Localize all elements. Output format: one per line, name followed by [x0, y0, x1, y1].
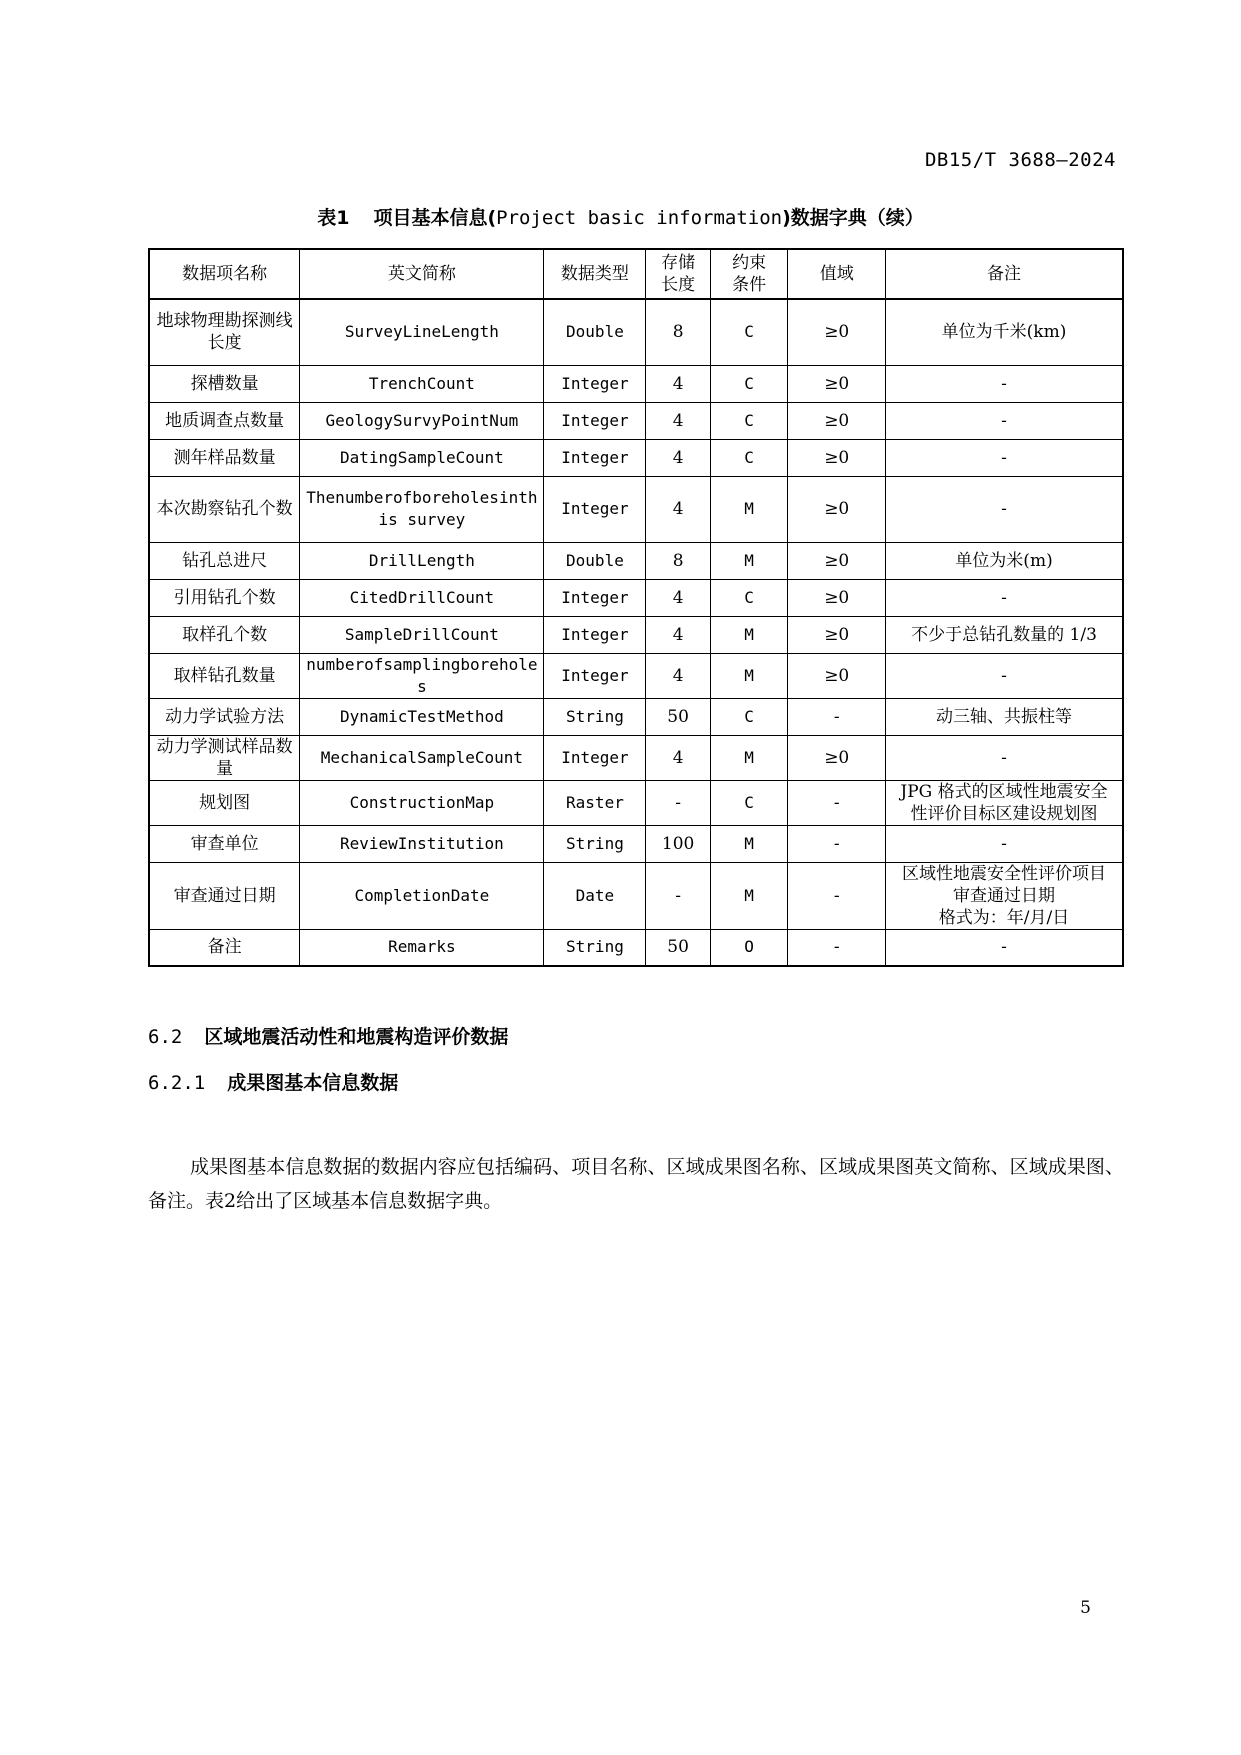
- table-cell: String: [544, 825, 646, 862]
- table-cell: Thenumberofboreholesinthis survey: [300, 476, 544, 542]
- table-cell: Integer: [544, 439, 646, 476]
- table-cell: 4: [646, 735, 710, 780]
- table-cell: -: [886, 735, 1123, 780]
- table-cell: Integer: [544, 579, 646, 616]
- column-header: 数据类型: [544, 249, 646, 299]
- table-cell: 4: [646, 579, 710, 616]
- table-cell: 4: [646, 402, 710, 439]
- table-cell: -: [886, 439, 1123, 476]
- table-cell: Integer: [544, 476, 646, 542]
- table-cell: -: [886, 579, 1123, 616]
- table-caption-title-english: Project basic information: [496, 207, 783, 229]
- table-cell: ≥0: [788, 476, 886, 542]
- column-header: 英文简称: [300, 249, 544, 299]
- table-cell: C: [710, 579, 788, 616]
- table-cell: 动力学测试样品数 量: [149, 735, 300, 780]
- table-cell: SampleDrillCount: [300, 616, 544, 653]
- table-cell: ≥0: [788, 616, 886, 653]
- table-cell: CitedDrillCount: [300, 579, 544, 616]
- table-row: [149, 735, 1123, 780]
- table-caption-number: 表1: [317, 207, 350, 229]
- table-cell: C: [710, 365, 788, 402]
- table-cell: Double: [544, 542, 646, 579]
- table-cell: MechanicalSampleCount: [300, 735, 544, 780]
- table-cell: 区域性地震安全性评价项目 审查通过日期 格式为：年/月/日: [886, 862, 1123, 929]
- table-cell: GeologySurvyPointNum: [300, 402, 544, 439]
- table-cell: C: [710, 402, 788, 439]
- table-cell: ≥0: [788, 402, 886, 439]
- table-cell: M: [710, 862, 788, 929]
- table-cell: -: [886, 402, 1123, 439]
- section-number: 6.2.1: [148, 1072, 206, 1094]
- table-cell: 8: [646, 542, 710, 579]
- table-cell: -: [646, 862, 710, 929]
- table-cell: C: [710, 439, 788, 476]
- table-cell: Date: [544, 862, 646, 929]
- table-cell: TrenchCount: [300, 365, 544, 402]
- table-cell: -: [788, 862, 886, 929]
- table-cell: ≥0: [788, 579, 886, 616]
- table-caption-title-part1: 项目基本信息(: [373, 207, 497, 229]
- data-dictionary-table: [148, 248, 1124, 967]
- table-cell: ≥0: [788, 735, 886, 780]
- table-cell: -: [886, 476, 1123, 542]
- table-cell: 本次勘察钻孔个数: [149, 476, 300, 542]
- table-row: [149, 299, 1123, 365]
- section-title: 成果图基本信息数据: [227, 1072, 399, 1094]
- table-header-row: [149, 249, 1123, 299]
- table-cell: CompletionDate: [300, 862, 544, 929]
- table-cell: 备注: [149, 929, 300, 966]
- table-cell: 规划图: [149, 780, 300, 825]
- table-cell: String: [544, 929, 646, 966]
- table-cell: 钻孔总进尺: [149, 542, 300, 579]
- table-cell: M: [710, 476, 788, 542]
- table-cell: 审查单位: [149, 825, 300, 862]
- table-row: [149, 862, 1123, 929]
- table-cell: 单位为千米(km): [886, 299, 1123, 365]
- table-cell: Remarks: [300, 929, 544, 966]
- table-cell: JPG 格式的区域性地震安全 性评价目标区建设规划图: [886, 780, 1123, 825]
- section-number: 6.2: [148, 1026, 183, 1048]
- table-row: [149, 825, 1123, 862]
- column-header: 值域: [788, 249, 886, 299]
- table-cell: -: [886, 365, 1123, 402]
- table-caption: [0, 203, 1241, 230]
- table-cell: Raster: [544, 780, 646, 825]
- table-cell: -: [886, 825, 1123, 862]
- page-number: 5: [1080, 1598, 1091, 1618]
- table-cell: String: [544, 698, 646, 735]
- table-cell: O: [710, 929, 788, 966]
- table-cell: ≥0: [788, 542, 886, 579]
- table-cell: 地球物理勘探测线 长度: [149, 299, 300, 365]
- table-cell: Integer: [544, 402, 646, 439]
- table-cell: 4: [646, 365, 710, 402]
- table-row: [149, 402, 1123, 439]
- table-cell: 测年样品数量: [149, 439, 300, 476]
- table-cell: 引用钻孔个数: [149, 579, 300, 616]
- table-cell: C: [710, 698, 788, 735]
- table-cell: DynamicTestMethod: [300, 698, 544, 735]
- column-header: 数据项名称: [149, 249, 300, 299]
- table-cell: C: [710, 780, 788, 825]
- table-cell: 4: [646, 616, 710, 653]
- table-row: [149, 439, 1123, 476]
- table-cell: 审查通过日期: [149, 862, 300, 929]
- table-cell: ≥0: [788, 299, 886, 365]
- table-row: [149, 780, 1123, 825]
- table-cell: ConstructionMap: [300, 780, 544, 825]
- table-cell: ReviewInstitution: [300, 825, 544, 862]
- table-cell: M: [710, 653, 788, 698]
- document-code: DB15/T 3688—2024: [924, 149, 1116, 171]
- table-cell: 100: [646, 825, 710, 862]
- table-cell: 地质调查点数量: [149, 402, 300, 439]
- section-heading-6-2-1: [148, 1068, 398, 1095]
- table-cell: Integer: [544, 616, 646, 653]
- table-cell: M: [710, 616, 788, 653]
- table-cell: Integer: [544, 735, 646, 780]
- table-row: [149, 542, 1123, 579]
- table-row: [149, 653, 1123, 698]
- table-cell: ≥0: [788, 365, 886, 402]
- table-cell: -: [788, 929, 886, 966]
- table-row: [149, 929, 1123, 966]
- table-cell: Integer: [544, 365, 646, 402]
- column-header: 约束 条件: [710, 249, 788, 299]
- table-cell: -: [788, 780, 886, 825]
- table-cell: 动力学试验方法: [149, 698, 300, 735]
- table-cell: 4: [646, 439, 710, 476]
- table-row: [149, 476, 1123, 542]
- table-cell: Double: [544, 299, 646, 365]
- table-cell: 50: [646, 929, 710, 966]
- table-row: [149, 616, 1123, 653]
- table-body: [149, 299, 1123, 966]
- column-header: 存储 长度: [646, 249, 710, 299]
- table-row: [149, 365, 1123, 402]
- table-cell: SurveyLineLength: [300, 299, 544, 365]
- table-cell: 50: [646, 698, 710, 735]
- table-cell: 单位为米(m): [886, 542, 1123, 579]
- table-row: [149, 698, 1123, 735]
- table-row: [149, 579, 1123, 616]
- table-cell: Integer: [544, 653, 646, 698]
- table-cell: -: [646, 780, 710, 825]
- table-cell: 取样钻孔数量: [149, 653, 300, 698]
- table-cell: 不少于总钻孔数量的 1/3: [886, 616, 1123, 653]
- table-cell: -: [886, 653, 1123, 698]
- table-cell: numberofsamplingboreholes: [300, 653, 544, 698]
- table-cell: 8: [646, 299, 710, 365]
- table-cell: ≥0: [788, 439, 886, 476]
- body-paragraph: 成果图基本信息数据的数据内容应包括编码、项目名称、区域成果图名称、区域成果图英文简称、区域成果图、备注。表2给出了区域基本信息数据字典。: [148, 1156, 1124, 1212]
- table-cell: ≥0: [788, 653, 886, 698]
- table-cell: 探槽数量: [149, 365, 300, 402]
- table-cell: M: [710, 735, 788, 780]
- table-cell: DatingSampleCount: [300, 439, 544, 476]
- table-cell: -: [886, 929, 1123, 966]
- table-cell: 动三轴、共振柱等: [886, 698, 1123, 735]
- table-cell: M: [710, 542, 788, 579]
- table-caption-title-part2: )数据字典（续）: [782, 207, 924, 229]
- table-cell: 取样孔个数: [149, 616, 300, 653]
- table-cell: 4: [646, 653, 710, 698]
- section-title: 区域地震活动性和地震构造评价数据: [204, 1026, 509, 1048]
- table-cell: -: [788, 698, 886, 735]
- table-cell: DrillLength: [300, 542, 544, 579]
- column-header: 备注: [886, 249, 1123, 299]
- table-cell: 4: [646, 476, 710, 542]
- table-cell: C: [710, 299, 788, 365]
- section-heading-6-2: [148, 1022, 508, 1049]
- table-cell: -: [788, 825, 886, 862]
- table-cell: M: [710, 825, 788, 862]
